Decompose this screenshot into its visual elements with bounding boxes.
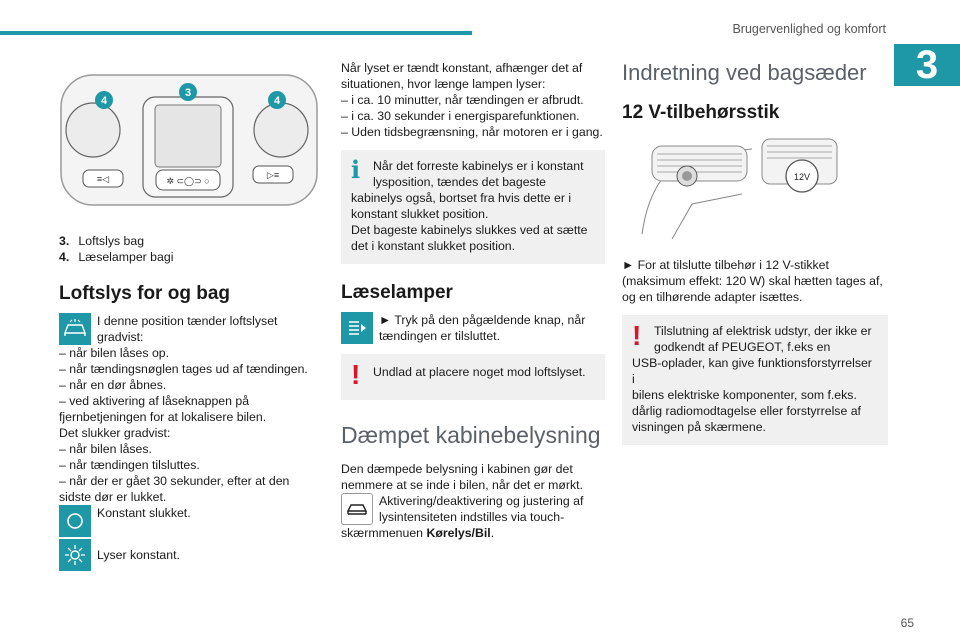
svg-text:✲ ⊂◯⊃ ○: ✲ ⊂◯⊃ ○: [166, 176, 210, 186]
column-3: Indretning ved bagsæder 12 V-tilbehørsstik 12V ► For at tilslutte tilbehør i 12 V-stikket (maksimum effekt: 120 W) skal hætten tages af, og en tilhørende adapter isættes. ! Tilslutning af elektrisk udstyr, der ikke er godkendt af PEUGEOT, f.eks en USB-oplader, kan give funktionsforstyrrelser i bilens elektriske komponenter, som f.eks. dårlig radiomodtagelse eller forstyrrelse af visningen på skærmene.: [622, 60, 888, 455]
warning-note: ! Undlad at placere noget mod loftslyset.: [341, 354, 605, 400]
circle-off-icon: [59, 505, 91, 537]
gradual-icon-row: I denne position tænder loftslyset gradvist:: [59, 313, 319, 345]
page-number: 65: [900, 616, 914, 630]
sun-on-icon: [59, 539, 91, 571]
ambient-light-row: Aktivering/deaktivering og justering af lysintensiteten indstilles via touch-: [341, 493, 605, 525]
legend-item: 3. Loftslys bag: [59, 234, 145, 248]
warning-icon: !: [351, 359, 361, 390]
column-2: Når lyset er tændt konstant, afhænger det af situationen, hvor længe lampen lyser: – i ca. 10 minutter, når tændingen er afbrudt. – i ca. 30 sekunder i energisparefunktionen. – Uden tidsbegrænsning, når motoren er i gang. i Når det forreste kabinelys er i konstant lysposition, tændes det bageste kabinelys også, bortset fra hvis dette er i konstant slukket position. Det bageste kabinelys slukkes ved at sætte det i konstant slukket position. Læselamper ► Tryk på den pågældende knap, når tændingen er tilsluttet. ! Undlad at placere noget mod loftslyset. Dæmpet kabinebelysning Den dæmpede belysning i kabinen gør det nemmere at se inde i bilen, når det er mørkt. Aktivering/deaktivering og justering af lysintensiteten indstilles via touch- skærmmenuen Kørelys/Bil.: [341, 60, 605, 541]
warning-icon: !: [632, 320, 642, 351]
section-heading-daempet: Dæmpet kabinebelysning: [341, 422, 601, 448]
menu-path: Kørelys/Bil: [426, 526, 491, 540]
on-icon-row: Lyser konstant.: [59, 539, 319, 571]
svg-text:4: 4: [100, 95, 108, 107]
door-light-icon: [59, 313, 91, 345]
svg-text:12V: 12V: [793, 172, 811, 182]
socket-illustration: [632, 134, 842, 244]
reading-lamp-row: ► Tryk på den pågældende knap, når tændingen er tilsluttet.: [341, 312, 605, 344]
figure-legend: [59, 233, 319, 265]
svg-text:▷≡: ▷≡: [266, 170, 280, 180]
section-heading-indretning: Indretning ved bagsæder: [622, 60, 867, 85]
svg-text:3: 3: [184, 87, 192, 99]
column-1: ≡◁ ▷≡ ✲ ⊂◯⊃ ○ 4 3 4 3. Loftslys bag 4. Læselamper bagi Loftslys for og bag I denne position tænder loftslyset gradvist: – når bilen låses op. – når tændingsnøglen tages ud af tændingen. – når en dør åbnes. – ved aktivering af låseknappen på fjernbetjeningen for at lokalisere bilen. Det slukker gradvist: – når bilen låses. – når tændingen tilsluttes. – når der er gået 30 sekunder, efter at den sidste dør er lukket. Konstant slukket. Lyser konstant.: [59, 60, 319, 571]
section-heading-12v: 12 V-tilbehørsstik: [622, 102, 780, 123]
section-heading-laeselamper: Læselamper: [341, 282, 453, 303]
header-title: Brugervenlighed og komfort: [732, 22, 886, 36]
svg-text:≡◁: ≡◁: [96, 174, 110, 184]
header-accent-bar: [0, 31, 472, 35]
legend-item: 4. Læselamper bagi: [59, 250, 174, 264]
chapter-badge: 3: [894, 44, 960, 86]
car-icon: [341, 493, 373, 525]
section-heading-loftslys: Loftslys for og bag: [59, 283, 230, 304]
info-note: i Når det forreste kabinelys er i konstant lysposition, tændes det bageste kabinelys også, bortset fra hvis dette er i konstant slukket position. Det bageste kabinelys slukkes ved at sætte det i konstant slukket position.: [341, 150, 605, 264]
reading-lamp-icon: [341, 312, 373, 344]
right-reading-lamp: [254, 103, 308, 157]
left-reading-lamp: [66, 103, 120, 157]
off-icon-row: Konstant slukket.: [59, 505, 319, 537]
ceiling-light-illustration: [59, 60, 319, 210]
warning-note-12v: ! Tilslutning af elektrisk udstyr, der ikke er godkendt af PEUGEOT, f.eks en USB-oplader, kan give funktionsforstyrrelser i bilens elektriske komponenter, som f.eks. dårlig radiomodtagelse eller forstyrrelse af visningen på skærmene.: [622, 315, 888, 445]
svg-text:4: 4: [273, 95, 281, 107]
info-icon: i: [351, 155, 361, 184]
